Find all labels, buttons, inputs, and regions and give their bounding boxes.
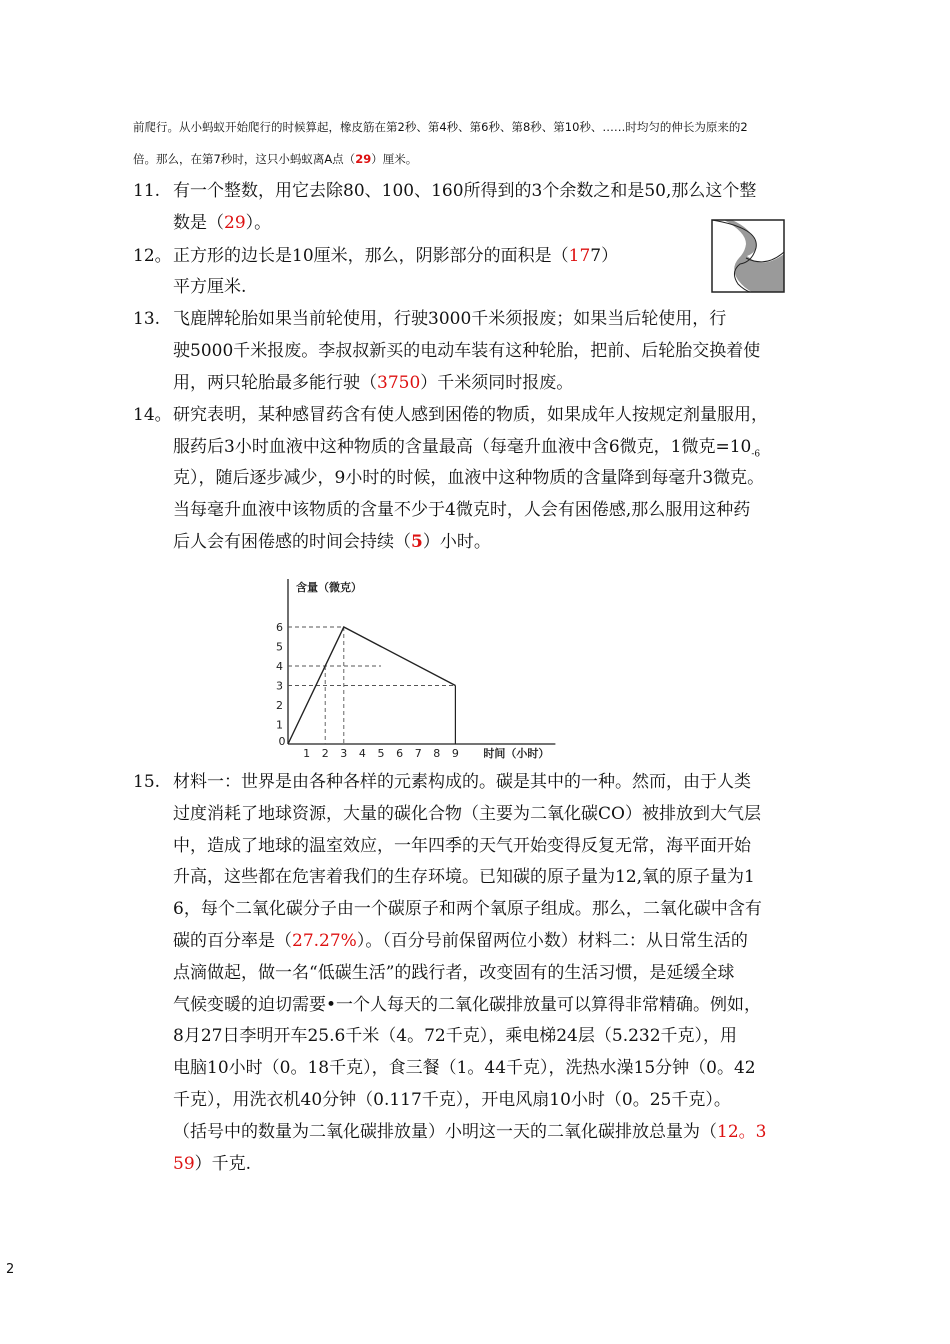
q15-line-9: 8月27日李明开车25.6千米（4。72千克），乘电梯24层（5.232千克），用 <box>173 1026 738 1046</box>
q12-line-1: 正方形的边长是10厘米，那么，阴影部分的面积是（177） <box>173 246 619 266</box>
y-tick-label: 4 <box>276 660 283 673</box>
q14-line-1: 研究表明，某种感冒药含有使人感到困倦的物质，如果成年人按规定剂量服用， <box>173 405 768 425</box>
answer-q15-b1: 12。3 <box>717 1122 767 1142</box>
q15-line-5: 6，每个二氧化碳分子由一个碳原子和两个氧原子组成。那么，二氧化碳中含有 <box>173 899 762 919</box>
x-tick-label: 1 <box>303 747 311 760</box>
shaded-square-figure <box>710 218 786 294</box>
x-tick-label: 9 <box>451 747 459 760</box>
q14-line-4: 当每毫升血液中该物质的含量不少于4微克时，人会有困倦感,那么服用这种药 <box>173 500 751 520</box>
q13-number: 13. <box>133 309 161 329</box>
q15-line-13: 59）千克. <box>173 1154 252 1174</box>
intro-line-1: 前爬行。从小蚂蚁开始爬行的时候算起，橡皮筋在第2秒、第4秒、第6秒、第8秒、第10秒、……时均匀的伸长为原来的2 <box>133 120 748 134</box>
q15-line-12: （括号中的数量为二氧化碳排放量）小明这一天的二氧化碳排放总量为（12。3 <box>173 1122 767 1142</box>
page-number: 2 <box>6 1262 15 1277</box>
x-tick-label: 0 <box>278 735 286 748</box>
answer-q12: 17 <box>568 246 591 266</box>
answer-q13: 3750 <box>377 373 421 393</box>
x-tick-label: 7 <box>414 747 422 760</box>
q13-line-2: 驶5000千米报废。李叔叔新买的电动车装有这种轮胎，把前、后轮胎交换着使 <box>173 341 761 361</box>
q15-line-4: 升高，这些都在危害着我们的生存环境。已知碳的原子量为12,氧的原子量为1 <box>173 867 755 887</box>
q12-line-2: 平方厘米. <box>173 277 247 297</box>
answer-q14: 5 <box>411 532 423 552</box>
x-tick-label: 8 <box>433 747 441 760</box>
drug-content-chart <box>270 552 570 772</box>
x-tick-label: 2 <box>321 747 329 760</box>
y-tick-label: 2 <box>276 699 283 712</box>
q12-number: 12。 <box>133 246 172 266</box>
intro-line-2: 倍。那么，在第7秒时，这只小蚂蚁离A点（29）厘米。 <box>133 152 418 166</box>
x-tick-label: 6 <box>396 747 404 760</box>
q14-line-5: 后人会有困倦感的时间会持续（5）小时。 <box>173 532 491 552</box>
q15-line-6: 碳的百分率是（27.27%）。（百分号前保留两位小数）材料二：从日常生活的 <box>173 931 748 951</box>
q15-line-1: 材料一：世界是由各种各样的元素构成的。碳是其中的一种。然而，由于人类 <box>173 772 751 792</box>
q11-line-2: 数是（29）。 <box>173 213 272 233</box>
q15-line-11: 千克），用洗衣机40分钟（0.117千克），开电风扇10小时（0。25千克）。 <box>173 1090 731 1110</box>
q14-line-2: 服药后3小时血液中这种物质的含量最高（每毫升血液中含6微克，1微克$=10_{-6}$ <box>173 437 761 460</box>
y-tick-label: 3 <box>276 679 283 693</box>
answer-q15-a: 27.27% <box>292 931 357 951</box>
y-tick-label: 5 <box>276 640 283 654</box>
q11-number: 11. <box>133 181 161 201</box>
q15-line-10: 电脑10小时（0。18千克），食三餐（1。44千克），洗热水澡15分钟（0。42 <box>173 1058 756 1078</box>
x-tick-label: 3 <box>340 747 348 760</box>
answer-q11: 29 <box>224 213 246 233</box>
answer-intro: 29 <box>355 152 372 166</box>
q14-line-3: 克），随后逐步减少，9小时的时候，血液中这种物质的含量降到每毫升3微克。 <box>173 468 765 488</box>
q15-number: 15. <box>133 772 161 792</box>
x-tick-label: 4 <box>358 747 366 760</box>
answer-q15-b2: 59 <box>173 1154 195 1174</box>
q13-line-3: 用，两只轮胎最多能行驶（3750）千米须同时报废。 <box>173 373 574 393</box>
y-axis-label: 含量（微克） <box>296 581 362 594</box>
x-tick-label: 5 <box>377 747 385 760</box>
q14-number: 14。 <box>133 405 172 425</box>
q15-line-7: 点滴做起，做一名“低碳生活”的践行者，改变固有的生活习惯，是延缓全球 <box>173 963 735 983</box>
x-axis-label: 时间（小时） <box>483 747 550 760</box>
q15-line-3: 中，造成了地球的温室效应，一年四季的天气开始变得反复无常，海平面开始 <box>173 836 751 856</box>
q15-line-8: 气候变暖的迫切需要•一个人每天的二氧化碳排放量可以算得非常精确。例如， <box>173 995 762 1015</box>
y-tick-label: 6 <box>276 621 283 634</box>
q15-line-2: 过度消耗了地球资源，大量的碳化合物（主要为二氧化碳CO）被排放到大气层 <box>173 804 761 824</box>
q11-line-1: 有一个整数，用它去除80、100、160所得到的3个余数之和是50,那么这个整 <box>173 181 757 201</box>
q13-line-1: 飞鹿牌轮胎如果当前轮使用，行驶3000千米须报废；如果当后轮使用，行 <box>173 309 727 329</box>
y-tick-label: 1 <box>276 718 283 732</box>
